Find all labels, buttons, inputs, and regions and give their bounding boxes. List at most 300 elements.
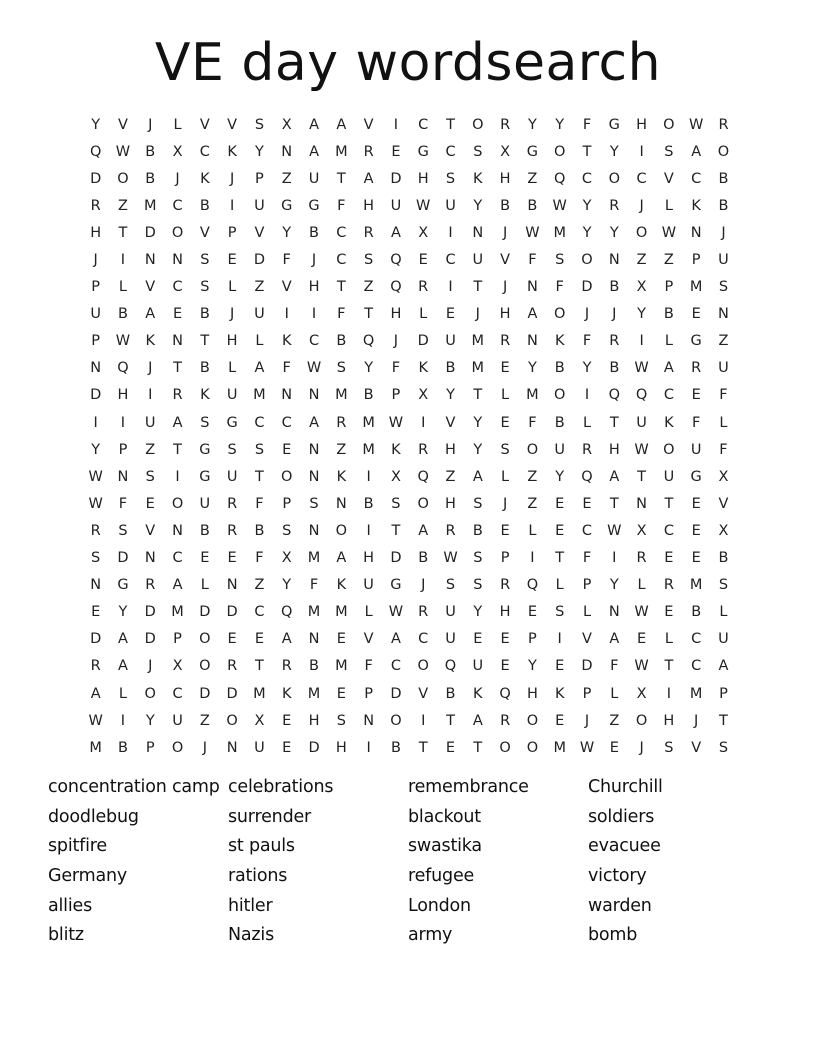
grid-letter: C [172, 197, 183, 214]
grid-letter: C [390, 658, 401, 675]
grid-letter: C [418, 631, 429, 648]
grid-letter: I [175, 468, 180, 485]
grid-letter: P [91, 333, 101, 350]
grid-letter: K [418, 360, 428, 377]
grid-letter: T [473, 739, 483, 756]
page-title: VE day wordsearch [154, 33, 662, 93]
grid-letter: B [445, 685, 456, 702]
grid-letter: L [582, 414, 592, 431]
grid-letter: G [199, 441, 211, 458]
grid-letter: E [473, 631, 483, 648]
grid-letter: E [555, 658, 565, 675]
grid-letter: F [255, 495, 264, 512]
grid-letter: W [579, 739, 595, 756]
grid-letter: E [500, 360, 510, 377]
grid-letter: F [555, 279, 564, 296]
grid-letter: J [148, 658, 153, 675]
grid-letter: G [526, 143, 539, 160]
grid-letter: M [553, 739, 566, 756]
grid-letter: F [528, 414, 537, 431]
grid-letter: I [366, 739, 371, 756]
grid-letter: O [608, 170, 620, 187]
grid-letter: S [200, 279, 210, 296]
grid-letter: X [500, 143, 511, 160]
grid-letter: B [500, 197, 511, 214]
grid-letter: P [582, 685, 592, 702]
grid-letter: N [144, 252, 156, 269]
grid-letter: E [664, 550, 674, 567]
grid-letter: H [445, 495, 456, 512]
grid-letter: Z [254, 279, 265, 296]
grid-letter: S [664, 739, 674, 756]
grid-letter: V [582, 631, 592, 648]
grid-letter: Q [362, 333, 375, 350]
grid-letter: B [390, 739, 401, 756]
grid-letter: I [120, 252, 126, 269]
grid-letter: W [88, 495, 103, 512]
grid-letter: Q [390, 279, 402, 296]
grid-letter: K [227, 143, 237, 160]
grid-letter: F [282, 360, 291, 377]
grid-letter: E [664, 604, 674, 621]
grid-letter: H [308, 279, 320, 296]
grid-letter: O [635, 712, 648, 729]
grid-letter: Y [91, 116, 101, 133]
grid-letter: R [227, 495, 238, 512]
grid-letter: U [554, 441, 565, 458]
grid-letter: R [145, 577, 156, 594]
grid-letter: O [171, 495, 184, 512]
grid-letter: C [199, 143, 210, 160]
grid-letter: D [144, 631, 156, 648]
grid-letter: V [691, 739, 702, 756]
grid-letter: M [307, 685, 321, 702]
grid-letter: F [118, 495, 128, 512]
grid-letter: E [391, 143, 401, 160]
grid-letter: N [308, 387, 320, 404]
grid-letter: B [554, 360, 565, 377]
grid-letter: E [555, 495, 565, 512]
grid-letter: K [281, 685, 292, 702]
grid-letter: K [554, 333, 565, 350]
grid-letter: T [473, 279, 483, 296]
grid-letter: E [555, 712, 565, 729]
grid-letter: M [362, 441, 375, 458]
grid-letter: W [552, 197, 567, 214]
grid-letter: M [689, 685, 703, 702]
grid-letter: X [172, 143, 183, 160]
letter-grid [82, 111, 737, 761]
grid-letter: I [393, 116, 399, 133]
grid-letter: C [581, 522, 593, 539]
grid-letter: L [501, 468, 510, 485]
grid-letter: J [229, 306, 235, 323]
grid-letter: E [637, 631, 647, 648]
grid-letter: C [336, 252, 347, 269]
grid-letter: A [418, 522, 429, 539]
grid-letter: B [554, 414, 565, 431]
grid-letter: Y [609, 577, 619, 594]
grid-letter: A [309, 414, 319, 431]
grid-letter: P [91, 279, 101, 296]
grid-letter: O [417, 658, 429, 675]
grid-letter: I [120, 712, 126, 729]
grid-letter: N [90, 577, 102, 594]
grid-letter: R [418, 441, 429, 458]
grid-letter: I [284, 306, 289, 323]
grid-letter: D [308, 739, 320, 756]
grid-letter: Y [473, 197, 483, 214]
grid-letter: O [499, 739, 511, 756]
grid-letter: D [144, 224, 156, 241]
word-list-item: spitfire [48, 836, 107, 857]
grid-letter: E [582, 495, 592, 512]
grid-letter: Q [89, 143, 102, 160]
grid-letter: N [308, 631, 320, 648]
grid-letter: I [366, 522, 371, 539]
word-list-item: soldiers [588, 806, 655, 827]
grid-letter: D [226, 604, 238, 621]
grid-letter: Z [663, 252, 674, 269]
grid-letter: F [582, 550, 592, 567]
grid-letter: T [255, 658, 264, 675]
grid-letter: H [445, 441, 456, 458]
grid-letter: S [91, 550, 101, 567]
grid-letter: I [148, 387, 153, 404]
grid-letter: M [89, 739, 102, 756]
grid-letter: I [311, 306, 317, 323]
grid-letter: F [309, 577, 319, 594]
grid-letter: D [90, 387, 102, 404]
grid-letter: B [309, 224, 319, 241]
grid-letter: Y [446, 387, 455, 404]
grid-letter: J [93, 252, 98, 269]
grid-letter: S [336, 360, 346, 377]
grid-letter: R [418, 604, 429, 621]
grid-letter: R [636, 550, 647, 567]
grid-letter: W [416, 197, 431, 214]
grid-letter: W [525, 224, 540, 241]
grid-letter: S [282, 522, 292, 539]
grid-letter: E [418, 252, 428, 269]
grid-letter: K [691, 197, 701, 214]
grid-letter: E [282, 712, 292, 729]
grid-letter: H [526, 685, 538, 702]
grid-letter: W [88, 712, 103, 729]
grid-letter: N [281, 143, 293, 160]
grid-letter: M [307, 604, 321, 621]
grid-letter: I [120, 414, 126, 431]
grid-letter: B [663, 306, 674, 323]
grid-letter: A [281, 631, 292, 648]
grid-letter: H [499, 170, 511, 187]
word-list-item: blitz [48, 925, 84, 946]
grid-letter: Y [582, 224, 592, 241]
grid-letter: K [473, 170, 483, 187]
grid-letter: M [689, 577, 703, 594]
grid-letter: L [419, 306, 428, 323]
grid-letter: N [308, 522, 320, 539]
grid-letter: A [718, 658, 729, 675]
grid-letter: A [117, 658, 128, 675]
grid-letter: N [172, 252, 183, 269]
grid-letter: Y [555, 468, 565, 485]
grid-letter: N [117, 468, 129, 485]
grid-letter: V [500, 252, 511, 269]
word-list-item: concentration camp [48, 777, 220, 797]
word-list-item: surrender [228, 806, 312, 827]
grid-letter: W [388, 604, 404, 621]
grid-letter: E [172, 306, 183, 323]
grid-letter: R [500, 712, 511, 729]
grid-letter: J [721, 224, 726, 241]
grid-letter: N [226, 739, 238, 756]
grid-letter: V [117, 116, 128, 133]
grid-letter: Y [637, 306, 647, 323]
grid-letter: F [282, 252, 291, 269]
grid-letter: J [202, 739, 207, 756]
grid-letter: O [472, 116, 484, 133]
grid-letter: J [175, 170, 180, 187]
grid-letter: R [281, 658, 292, 675]
grid-letter: L [528, 522, 537, 539]
grid-letter: B [691, 604, 702, 621]
grid-letter: R [363, 224, 374, 241]
grid-letter: V [199, 116, 210, 133]
grid-letter: J [502, 279, 508, 296]
grid-letter: B [117, 739, 128, 756]
grid-letter: Y [555, 116, 565, 133]
grid-letter: E [145, 495, 155, 512]
grid-letter: R [609, 197, 620, 214]
grid-letter: P [255, 170, 264, 187]
grid-letter: D [226, 685, 238, 702]
grid-letter: Q [526, 577, 539, 594]
grid-letter: M [253, 685, 266, 702]
grid-letter: O [663, 441, 675, 458]
grid-letter: S [145, 468, 155, 485]
grid-letter: J [393, 333, 399, 350]
grid-letter: M [143, 197, 157, 214]
grid-letter: U [226, 387, 238, 404]
grid-letter: T [118, 224, 128, 241]
grid-letter: A [145, 306, 156, 323]
grid-letter: C [581, 170, 593, 187]
grid-letter: L [228, 279, 237, 296]
grid-letter: N [226, 577, 238, 594]
grid-letter: L [200, 577, 209, 594]
grid-letter: Z [336, 441, 347, 458]
grid-letter: J [639, 739, 644, 756]
grid-letter: D [253, 252, 266, 269]
grid-letter: R [90, 658, 101, 675]
grid-letter: A [309, 116, 319, 133]
grid-letter: K [200, 387, 210, 404]
grid-letter: V [281, 279, 292, 296]
grid-letter: U [254, 197, 265, 214]
grid-letter: D [390, 685, 402, 702]
grid-letter: E [282, 739, 292, 756]
grid-letter: A [117, 631, 128, 648]
word-list-item: warden [588, 895, 652, 916]
grid-letter: Z [527, 170, 538, 187]
word-list-item: swastika [408, 836, 482, 857]
grid-letter: V [227, 116, 238, 133]
grid-letter: T [609, 414, 619, 431]
grid-letter: Q [581, 468, 593, 485]
grid-letter: Y [145, 712, 155, 729]
grid-letter: K [391, 441, 401, 458]
word-list-item: victory [588, 866, 647, 887]
grid-letter: B [527, 197, 538, 214]
grid-letter: Y [527, 116, 537, 133]
grid-letter: E [500, 658, 510, 675]
grid-letter: T [173, 441, 182, 458]
grid-letter: O [171, 739, 184, 756]
grid-letter: T [637, 468, 647, 485]
grid-letter: S [227, 441, 237, 458]
grid-letter: T [719, 712, 728, 729]
grid-letter: E [282, 441, 292, 458]
grid-letter: B [718, 197, 729, 214]
grid-letter: R [418, 279, 429, 296]
grid-letter: Y [282, 224, 292, 241]
grid-letter: I [366, 468, 371, 485]
grid-letter: C [691, 658, 702, 675]
word-list-item: Churchill [588, 777, 663, 797]
grid-letter: D [390, 550, 402, 567]
grid-letter: L [228, 360, 237, 377]
grid-letter: W [88, 468, 103, 485]
grid-letter: H [226, 333, 238, 350]
grid-letter: G [690, 333, 702, 350]
grid-letter: E [336, 631, 346, 648]
grid-letter: M [253, 387, 266, 404]
grid-letter: Z [254, 577, 265, 594]
grid-letter: V [418, 685, 429, 702]
grid-letter: U [390, 197, 402, 214]
grid-letter: V [145, 522, 156, 539]
grid-letter: O [526, 739, 539, 756]
grid-letter: V [254, 224, 265, 241]
grid-letter: D [117, 550, 129, 567]
grid-letter: P [145, 739, 155, 756]
grid-letter: O [581, 252, 593, 269]
grid-letter: R [718, 116, 729, 133]
grid-letter: J [694, 712, 699, 729]
grid-letter: L [255, 333, 264, 350]
grid-letter: L [664, 631, 673, 648]
grid-letter: B [254, 522, 265, 539]
grid-letter: Z [281, 170, 292, 187]
grid-letter: E [500, 522, 510, 539]
grid-letter: N [90, 360, 102, 377]
grid-letter: S [445, 577, 456, 594]
grid-letter: U [472, 658, 484, 675]
grid-letter: Y [609, 224, 619, 241]
grid-letter: N [172, 333, 183, 350]
grid-letter: C [691, 170, 702, 187]
grid-letter: F [337, 306, 346, 323]
grid-letter: I [421, 414, 426, 431]
grid-letter: V [145, 279, 156, 296]
grid-letter: U [445, 333, 456, 350]
grid-letter: K [554, 685, 565, 702]
grid-letter: O [144, 685, 156, 702]
grid-letter: S [445, 170, 456, 187]
grid-letter: N [690, 224, 702, 241]
grid-letter: P [227, 224, 237, 241]
grid-letter: E [445, 306, 456, 323]
grid-letter: C [172, 279, 183, 296]
grid-letter: R [172, 387, 183, 404]
grid-letter: S [254, 116, 265, 133]
grid-letter: Q [281, 604, 293, 621]
grid-letter: E [527, 604, 537, 621]
grid-letter: P [500, 550, 510, 567]
word-list-item: blackout [408, 806, 481, 827]
grid-letter: N [472, 224, 484, 241]
word-list-item: rations [228, 866, 288, 887]
grid-letter: N [363, 712, 375, 729]
grid-letter: W [689, 116, 704, 133]
grid-letter: Z [445, 468, 456, 485]
grid-letter: Q [608, 387, 620, 404]
grid-letter: C [418, 116, 429, 133]
grid-letter: W [634, 360, 649, 377]
grid-letter: T [418, 739, 428, 756]
grid-letter: E [500, 631, 510, 648]
grid-letter: E [254, 631, 265, 648]
grid-letter: R [227, 522, 238, 539]
grid-letter: K [664, 414, 674, 431]
grid-letter: J [584, 712, 590, 729]
grid-letter: N [281, 387, 293, 404]
grid-letter: L [664, 333, 673, 350]
grid-letter: L [582, 604, 592, 621]
grid-letter: E [445, 739, 456, 756]
grid-letter: Y [364, 360, 374, 377]
grid-letter: U [363, 577, 374, 594]
grid-letter: U [308, 170, 320, 187]
grid-letter: G [199, 468, 211, 485]
grid-letter: B [309, 658, 319, 675]
grid-letter: J [502, 224, 508, 241]
grid-letter: L [173, 116, 182, 133]
grid-letter: T [446, 116, 455, 133]
grid-letter: A [363, 170, 374, 187]
grid-letter: B [418, 550, 429, 567]
grid-letter: H [663, 712, 675, 729]
grid-letter: B [199, 197, 210, 214]
grid-letter: S [473, 495, 483, 512]
grid-letter: O [635, 224, 648, 241]
grid-letter: U [254, 306, 265, 323]
grid-letter: E [691, 387, 701, 404]
grid-letter: F [610, 658, 619, 675]
grid-letter: A [390, 224, 401, 241]
grid-letter: P [391, 387, 401, 404]
grid-letter: L [610, 685, 619, 702]
grid-letter: T [609, 495, 619, 512]
grid-letter: F [337, 197, 346, 214]
grid-letter: Z [199, 712, 210, 729]
grid-letter: O [663, 116, 675, 133]
grid-letter: N [718, 306, 729, 323]
grid-letter: S [500, 441, 510, 458]
grid-letter: Y [582, 360, 592, 377]
grid-letter: I [666, 685, 672, 702]
